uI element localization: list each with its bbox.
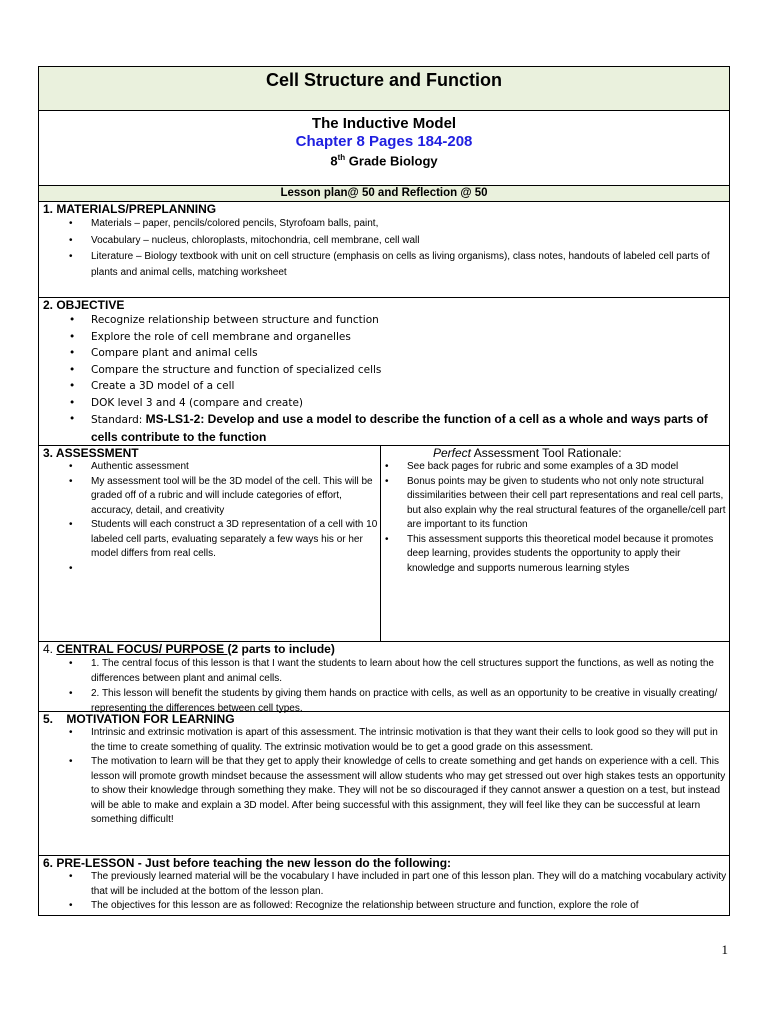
list-item: • Compare the structure and function of specialized cells xyxy=(91,362,729,379)
list-item: • 2. This lesson will benefit the students by giving them hands on practice with cells, as well as an opportunity to be creative in visually creating/ representing the differences between cell types. xyxy=(91,686,729,716)
section-heading: 6. PRE-LESSON - Just before teaching the new lesson do the following: xyxy=(43,856,452,870)
objective-list xyxy=(39,312,729,446)
list-item: • The objectives for this lesson are as followed: Recognize the relationship between structure and function, explore the role of xyxy=(91,899,729,914)
assessment-list xyxy=(39,460,380,562)
list-item: • The previously learned material will be the vocabulary I have included in part one of this lesson plan. They will do a matching vocabulary activity that will be included at the bottom of the lesson plan. xyxy=(91,870,729,899)
document-title: Cell Structure and Function xyxy=(38,66,730,111)
section-materials xyxy=(38,202,730,298)
rationale-list xyxy=(381,460,729,576)
list-item: • Create a 3D model of a cell xyxy=(91,378,729,395)
list-item: • See back pages for rubric and some examples of a 3D model xyxy=(407,460,729,475)
standard-item: • Standard: MS-LS1-2: Develop and use a model to describe the function of a cell as a whole and ways parts of cells contribute to the function xyxy=(91,411,729,446)
model-header xyxy=(38,111,730,186)
list-item: • Students will each construct a 3D representation of a cell with 10 labeled cell parts, evaluating separately a few ways his or her model differs from real cells. xyxy=(91,518,380,562)
section-heading: 5. MOTIVATION FOR LEARNING xyxy=(43,712,235,726)
central-focus-list xyxy=(39,656,729,716)
grade-level: 8th Grade Biology xyxy=(330,153,438,169)
assessment-right-column xyxy=(381,446,729,641)
page-number: 1 xyxy=(721,942,728,957)
list-item: • The motivation to learn will be that they get to apply their knowledge of cells to create something and get hands on experience with a cell. This lesson will promote growth mindset because the assessment will allow students who may get stressed out over high stakes tests an opportunity to show their knowledge through something they make. They will not be so discouraged if they cannot answer a question on a test, but instead will be able to make and explain a 3D model. After being successful with this assignment, they will feel like they can be successful at learn something difficult! xyxy=(91,755,729,828)
materials-list xyxy=(39,216,729,280)
section-central-focus xyxy=(38,642,730,712)
section-heading: 3. ASSESSMENT xyxy=(43,446,139,460)
list-item: • Bonus points may be given to students who not only note structural dissimilarities between their cell part representations and real cell parts, but also explain why the real structural features of the organelle/cell part are important to its function xyxy=(407,475,729,533)
list-item: • Authentic assessment xyxy=(91,460,380,475)
list-item: • Materials – paper, pencils/colored pencils, Styrofoam balls, paint, xyxy=(91,216,729,232)
section-assessment xyxy=(38,446,730,642)
lesson-plan-document xyxy=(38,66,730,916)
lesson-plan-bar: Lesson plan@ 50 and Reflection @ 50 xyxy=(38,186,730,202)
section-heading: 4. CENTRAL FOCUS/ PURPOSE (2 parts to include) xyxy=(43,642,335,656)
chapter-pages: Chapter 8 Pages 184-208 xyxy=(295,133,473,150)
assessment-left-column xyxy=(39,446,381,641)
list-item: • Intrinsic and extrinsic motivation is apart of this assessment. The intrinsic motivation is that they want their cells to look good so they will put in the time to create something of quality. The extrinsic motivation would be to get a good grade on this assessment. xyxy=(91,726,729,755)
list-item: • Vocabulary – nucleus, chloroplasts, mitochondria, cell membrane, cell wall xyxy=(91,233,729,249)
list-item: • Recognize relationship between structure and function xyxy=(91,312,729,329)
list-item: • This assessment supports this theoretical model because it promotes deep learning, provides students the opportunity to apply their knowledge and supports numerous learning styles xyxy=(407,533,729,577)
model-name: The Inductive Model xyxy=(311,115,457,132)
list-item: • 1. The central focus of this lesson is that I want the students to learn about how the cell structures support the functions, as well as noting the differences between plant and animal cells. xyxy=(91,656,729,686)
list-item: • Explore the role of cell membrane and organelles xyxy=(91,329,729,346)
list-item: • DOK level 3 and 4 (compare and create) xyxy=(91,395,729,412)
section-objective xyxy=(38,298,730,446)
list-item: • Literature – Biology textbook with unit on cell structure (emphasis on cells as living organisms), class notes, handouts of labeled cell parts of plants and animal cells, matching worksheet xyxy=(91,249,729,280)
motivation-list xyxy=(39,726,729,828)
list-item: • Compare plant and animal cells xyxy=(91,345,729,362)
pre-lesson-list xyxy=(39,870,729,914)
section-motivation xyxy=(38,712,730,856)
section-heading: 2. OBJECTIVE xyxy=(43,298,125,312)
section-pre-lesson xyxy=(38,856,730,916)
list-item: • My assessment tool will be the 3D model of the cell. This will be graded off of a rubric and will include categories of effort, accuracy, detail, and creativity xyxy=(91,475,380,519)
rationale-heading: Perfect Assessment Tool Rationale: xyxy=(433,446,622,460)
section-heading: 1. MATERIALS/PREPLANNING xyxy=(43,202,217,216)
